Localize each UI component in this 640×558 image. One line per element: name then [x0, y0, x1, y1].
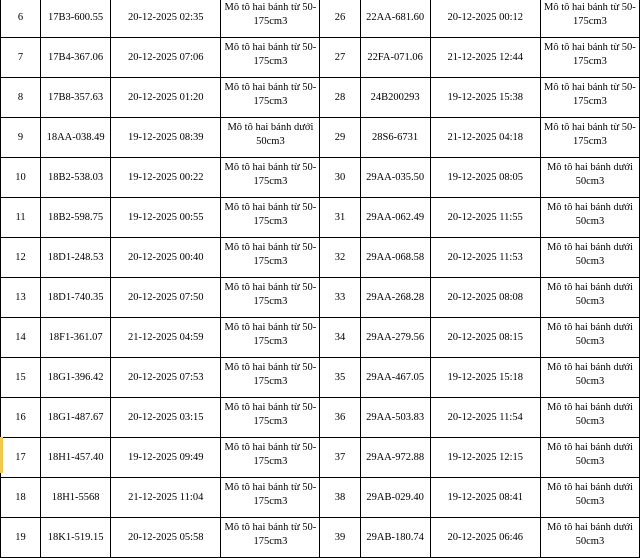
table-row — [1, 278, 640, 318]
violation-time-cell: 20-12-2025 02:35 — [111, 0, 221, 38]
license-plate-cell: 29AA-467.05 — [360, 358, 430, 398]
license-plate-cell: 17B3-600.55 — [41, 0, 111, 38]
vehicle-type-line-1: Mô tô hai bánh dưới — [546, 242, 633, 253]
vehicle-type-line-1: Mô tô hai bánh từ 50- — [544, 82, 636, 93]
vehicle-type-line-1: Mô tô hai bánh dưới — [227, 122, 314, 133]
vehicle-type-line-2: 50cm3 — [575, 496, 605, 507]
record-number-cell: 10 — [1, 158, 41, 198]
vehicle-type-line-2: 175cm3 — [253, 376, 288, 387]
vehicle-type-line-1: Mô tô hai bánh từ 50- — [224, 442, 317, 453]
record-number-cell: 13 — [1, 278, 41, 318]
vehicle-type-line-2: 175cm3 — [253, 96, 288, 107]
violation-time-cell: 20-12-2025 00:12 — [430, 0, 540, 38]
vehicle-type-line-1: Mô tô hai bánh dưới — [546, 362, 633, 373]
record-number-cell: 9 — [1, 118, 41, 158]
vehicle-type-cell — [221, 158, 320, 198]
vehicle-type-line-1: Mô tô hai bánh dưới — [546, 442, 633, 453]
vehicle-type-line-1: Mô tô hai bánh từ 50- — [544, 42, 636, 53]
row-highlight-marker — [0, 437, 3, 473]
table-row — [1, 318, 640, 358]
vehicle-type-line-2: 50cm3 — [575, 176, 605, 187]
license-plate-cell: 17B4-367.06 — [41, 38, 111, 78]
table-row — [1, 358, 640, 398]
violation-time-cell: 19-12-2025 15:38 — [430, 78, 540, 118]
vehicle-type-cell — [221, 518, 320, 558]
table-row — [1, 118, 640, 158]
vehicle-type-cell — [540, 358, 639, 398]
violation-time-cell: 19-12-2025 00:55 — [111, 198, 221, 238]
license-plate-cell: 18H1-5568 — [41, 478, 111, 518]
vehicle-type-line-1: Mô tô hai bánh từ 50- — [544, 2, 636, 13]
vehicle-type-line-1: Mô tô hai bánh dưới — [546, 322, 633, 333]
license-plate-cell: 18G1-396.42 — [41, 358, 111, 398]
violation-time-cell: 19-12-2025 12:15 — [430, 438, 540, 478]
vehicle-type-cell — [540, 238, 639, 278]
vehicle-type-line-2: 175cm3 — [573, 136, 607, 147]
vehicle-type-line-2: 175cm3 — [253, 416, 288, 427]
license-plate-cell: 17B8-357.63 — [41, 78, 111, 118]
vehicle-type-line-1: Mô tô hai bánh dưới — [546, 522, 633, 533]
record-number-cell: 37 — [320, 438, 360, 478]
record-number-cell: 34 — [320, 318, 360, 358]
license-plate-cell: 29AA-279.56 — [360, 318, 430, 358]
vehicle-type-line-2: 50cm3 — [575, 536, 605, 547]
vehicle-type-line-2: 175cm3 — [253, 256, 288, 267]
vehicle-type-line-2: 175cm3 — [253, 496, 288, 507]
vehicle-type-line-1: Mô tô hai bánh từ 50- — [224, 2, 317, 13]
record-number-cell: 27 — [320, 38, 360, 78]
vehicle-type-cell — [221, 278, 320, 318]
vehicle-type-line-1: Mô tô hai bánh dưới — [546, 162, 633, 173]
license-plate-cell: 29AA-068.58 — [360, 238, 430, 278]
record-number-cell: 14 — [1, 318, 41, 358]
license-plate-cell: 28S6-6731 — [360, 118, 430, 158]
vehicle-type-line-2: 175cm3 — [253, 216, 288, 227]
violation-time-cell: 20-12-2025 05:58 — [111, 518, 221, 558]
license-plate-cell: 22FA-071.06 — [360, 38, 430, 78]
vehicle-type-line-1: Mô tô hai bánh từ 50- — [224, 322, 317, 333]
violation-time-cell: 20-12-2025 11:53 — [430, 238, 540, 278]
vehicle-type-cell — [540, 278, 639, 318]
vehicle-type-line-2: 50cm3 — [575, 376, 605, 387]
vehicle-type-cell — [221, 438, 320, 478]
record-number-cell: 31 — [320, 198, 360, 238]
violation-time-cell: 21-12-2025 11:04 — [111, 478, 221, 518]
license-plate-cell: 18AA-038.49 — [41, 118, 111, 158]
license-plate-cell: 24B200293 — [360, 78, 430, 118]
vehicle-type-line-2: 175cm3 — [573, 96, 607, 107]
vehicle-type-line-2: 50cm3 — [575, 296, 605, 307]
record-number-cell: 12 — [1, 238, 41, 278]
license-plate-cell: 18B2-538.03 — [41, 158, 111, 198]
table-row — [1, 38, 640, 78]
license-plate-cell: 22AA-681.60 — [360, 0, 430, 38]
vehicle-type-line-2: 175cm3 — [253, 536, 288, 547]
table-row — [1, 478, 640, 518]
violation-time-cell: 20-12-2025 08:15 — [430, 318, 540, 358]
record-number-cell: 29 — [320, 118, 360, 158]
violation-time-cell: 20-12-2025 07:53 — [111, 358, 221, 398]
vehicle-type-cell — [221, 0, 320, 38]
vehicle-type-cell — [221, 358, 320, 398]
vehicle-type-line-1: Mô tô hai bánh từ 50- — [224, 42, 317, 53]
vehicle-type-line-1: Mô tô hai bánh từ 50- — [224, 242, 317, 253]
vehicle-type-line-2: 50cm3 — [575, 256, 605, 267]
vehicle-type-cell — [221, 238, 320, 278]
vehicle-type-line-2: 50cm3 — [575, 456, 605, 467]
record-number-cell: 26 — [320, 0, 360, 38]
violation-time-cell: 20-12-2025 11:55 — [430, 198, 540, 238]
license-plate-cell: 18G1-487.67 — [41, 398, 111, 438]
record-number-cell: 18 — [1, 478, 41, 518]
violation-time-cell: 20-12-2025 03:15 — [111, 398, 221, 438]
vehicle-type-cell — [540, 118, 639, 158]
record-number-cell: 8 — [1, 78, 41, 118]
vehicle-type-line-1: Mô tô hai bánh từ 50- — [224, 162, 317, 173]
vehicle-type-cell — [221, 118, 320, 158]
vehicle-type-line-1: Mô tô hai bánh từ 50- — [224, 82, 317, 93]
vehicle-type-cell — [540, 398, 639, 438]
vehicle-type-line-1: Mô tô hai bánh từ 50- — [544, 122, 636, 133]
table-row — [1, 158, 640, 198]
record-number-cell: 7 — [1, 38, 41, 78]
vehicle-type-cell — [221, 198, 320, 238]
vehicle-type-line-1: Mô tô hai bánh từ 50- — [224, 482, 317, 493]
vehicle-type-line-2: 175cm3 — [573, 56, 607, 67]
license-plate-cell: 18K1-519.15 — [41, 518, 111, 558]
vehicle-type-line-1: Mô tô hai bánh từ 50- — [224, 282, 317, 293]
record-number-cell: 17 — [1, 438, 41, 478]
vehicle-type-cell — [221, 318, 320, 358]
license-plate-cell: 29AA-035.50 — [360, 158, 430, 198]
vehicle-type-line-1: Mô tô hai bánh dưới — [546, 482, 633, 493]
violation-time-cell: 20-12-2025 01:20 — [111, 78, 221, 118]
license-plate-cell: 29AA-972.88 — [360, 438, 430, 478]
violation-time-cell: 20-12-2025 06:46 — [430, 518, 540, 558]
violation-time-cell: 19-12-2025 08:39 — [111, 118, 221, 158]
record-number-cell: 30 — [320, 158, 360, 198]
record-number-cell: 38 — [320, 478, 360, 518]
table-row — [1, 238, 640, 278]
vehicle-type-line-2: 50cm3 — [575, 216, 605, 227]
vehicle-type-cell — [540, 318, 639, 358]
table-row — [1, 78, 640, 118]
license-plate-cell: 18D1-740.35 — [41, 278, 111, 318]
table-row — [1, 438, 640, 478]
license-plate-cell: 29AB-029.40 — [360, 478, 430, 518]
license-plate-cell: 29AA-503.83 — [360, 398, 430, 438]
record-number-cell: 16 — [1, 398, 41, 438]
table-row — [1, 0, 640, 38]
violation-time-cell: 19-12-2025 08:05 — [430, 158, 540, 198]
table-row — [1, 518, 640, 558]
license-plate-cell: 29AB-180.74 — [360, 518, 430, 558]
vehicle-type-cell — [540, 438, 639, 478]
vehicle-type-line-1: Mô tô hai bánh dưới — [546, 282, 633, 293]
vehicle-type-cell — [540, 0, 639, 38]
vehicle-type-line-2: 175cm3 — [253, 456, 288, 467]
vehicle-type-line-1: Mô tô hai bánh từ 50- — [224, 522, 317, 533]
license-plate-cell: 29AA-268.28 — [360, 278, 430, 318]
vehicle-type-line-1: Mô tô hai bánh từ 50- — [224, 402, 317, 413]
vehicle-type-cell — [221, 398, 320, 438]
violation-time-cell: 19-12-2025 09:49 — [111, 438, 221, 478]
license-plate-cell: 18H1-457.40 — [41, 438, 111, 478]
license-plate-cell: 29AA-062.49 — [360, 198, 430, 238]
vehicle-type-line-2: 50cm3 — [256, 136, 285, 147]
violation-time-cell: 19-12-2025 15:18 — [430, 358, 540, 398]
license-plate-cell: 18B2-598.75 — [41, 198, 111, 238]
vehicle-type-line-2: 175cm3 — [573, 16, 607, 27]
record-number-cell: 28 — [320, 78, 360, 118]
vehicle-type-line-2: 50cm3 — [575, 416, 605, 427]
violation-time-cell: 19-12-2025 08:41 — [430, 478, 540, 518]
vehicle-type-cell — [221, 478, 320, 518]
vehicle-type-cell — [221, 78, 320, 118]
violation-time-cell: 20-12-2025 08:08 — [430, 278, 540, 318]
vehicle-type-line-2: 175cm3 — [253, 336, 288, 347]
table-body — [1, 0, 640, 558]
license-plate-cell: 18F1-361.07 — [41, 318, 111, 358]
vehicle-type-line-2: 175cm3 — [253, 176, 288, 187]
vehicle-type-line-1: Mô tô hai bánh từ 50- — [224, 202, 317, 213]
violation-time-cell: 20-12-2025 07:50 — [111, 278, 221, 318]
record-number-cell: 39 — [320, 518, 360, 558]
violation-time-cell: 21-12-2025 04:18 — [430, 118, 540, 158]
vehicle-type-line-1: Mô tô hai bánh từ 50- — [224, 362, 317, 373]
table-row — [1, 198, 640, 238]
record-number-cell: 19 — [1, 518, 41, 558]
violation-time-cell: 21-12-2025 04:59 — [111, 318, 221, 358]
violation-time-cell: 21-12-2025 12:44 — [430, 38, 540, 78]
table-row — [1, 398, 640, 438]
record-number-cell: 35 — [320, 358, 360, 398]
vehicle-type-line-1: Mô tô hai bánh dưới — [546, 202, 633, 213]
record-number-cell: 15 — [1, 358, 41, 398]
license-plate-cell: 18D1-248.53 — [41, 238, 111, 278]
record-number-cell: 33 — [320, 278, 360, 318]
vehicle-type-cell — [221, 38, 320, 78]
record-number-cell: 6 — [1, 0, 41, 38]
violation-time-cell: 20-12-2025 00:40 — [111, 238, 221, 278]
record-number-cell: 32 — [320, 238, 360, 278]
vehicle-type-cell — [540, 78, 639, 118]
record-number-cell: 36 — [320, 398, 360, 438]
vehicle-type-cell — [540, 158, 639, 198]
vehicle-type-cell — [540, 478, 639, 518]
vehicle-type-cell — [540, 38, 639, 78]
vehicle-type-line-2: 175cm3 — [253, 56, 288, 67]
vehicle-type-cell — [540, 518, 639, 558]
violation-time-cell: 19-12-2025 00:22 — [111, 158, 221, 198]
vehicle-type-cell — [540, 198, 639, 238]
vehicle-type-line-2: 50cm3 — [575, 336, 605, 347]
vehicle-type-line-1: Mô tô hai bánh dưới — [546, 402, 633, 413]
vehicle-type-line-2: 175cm3 — [253, 16, 288, 27]
record-number-cell: 11 — [1, 198, 41, 238]
violation-time-cell: 20-12-2025 07:06 — [111, 38, 221, 78]
vehicle-type-line-2: 175cm3 — [253, 296, 288, 307]
violation-time-cell: 20-12-2025 11:54 — [430, 398, 540, 438]
